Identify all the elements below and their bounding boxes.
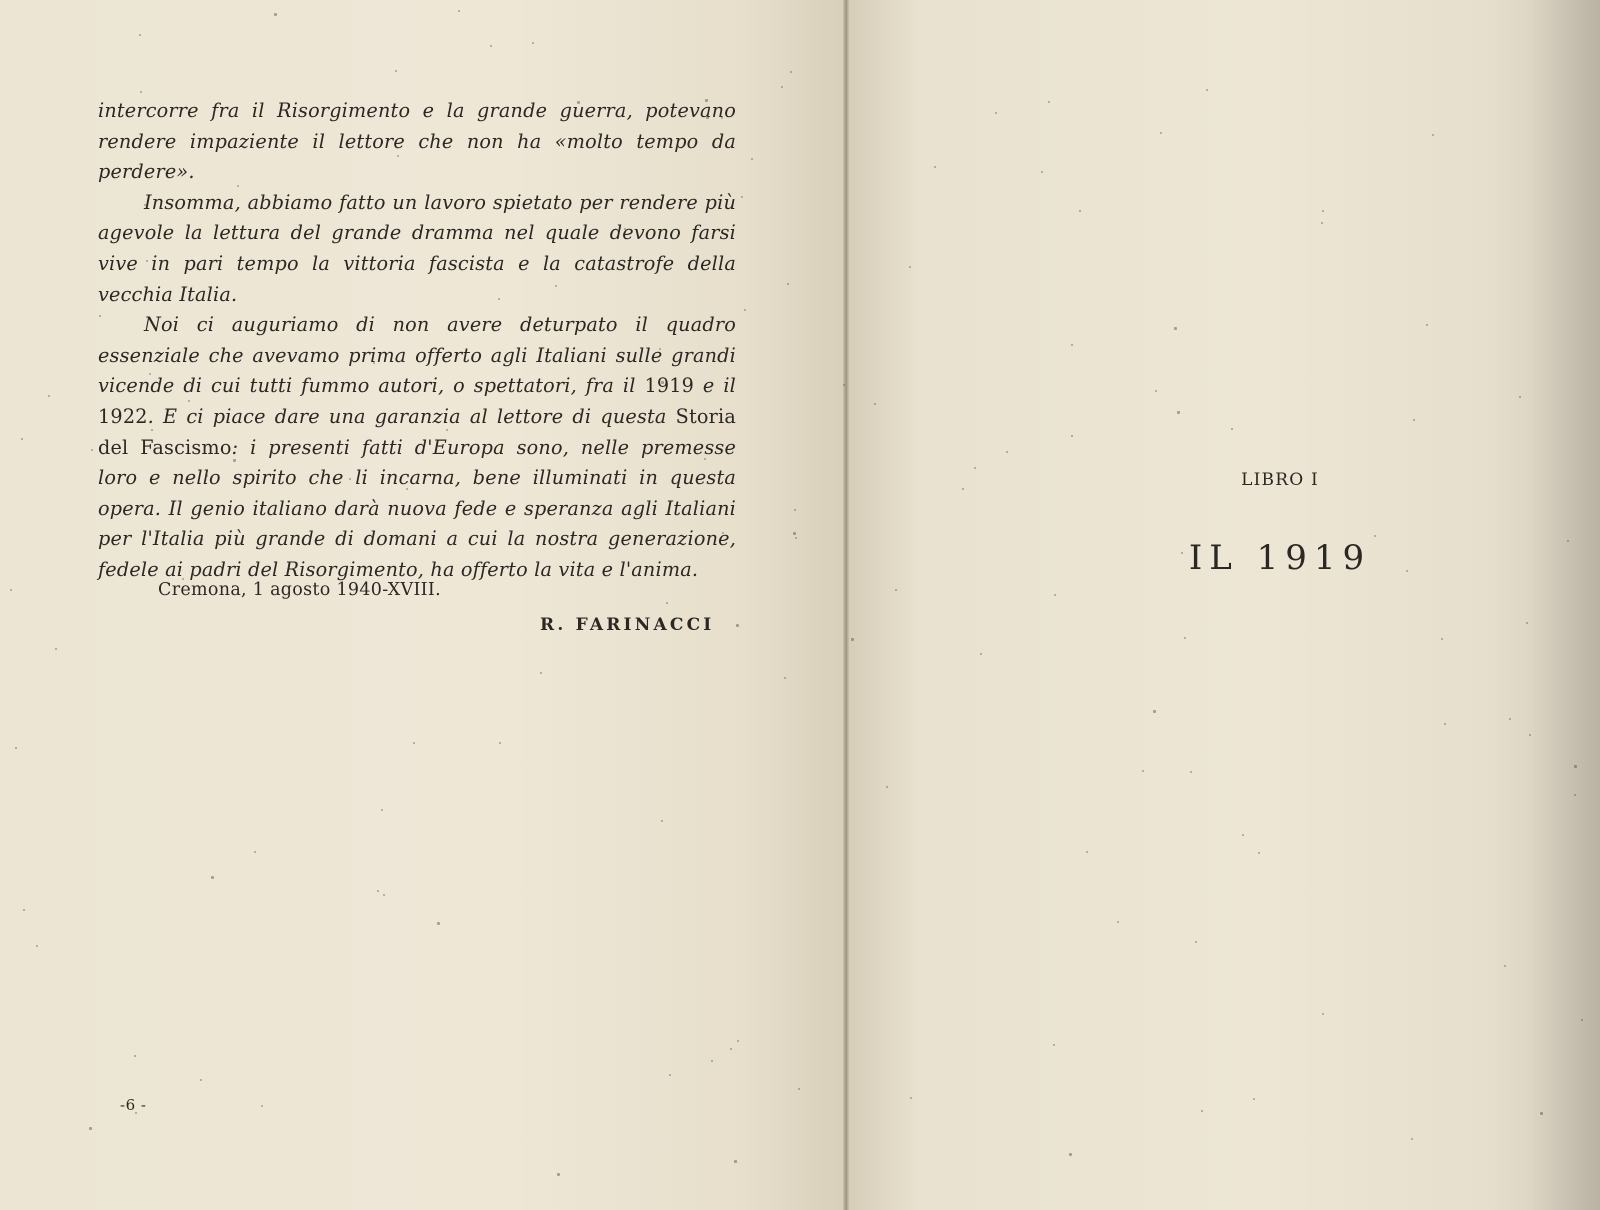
paper-speck xyxy=(233,459,236,462)
paper-speck xyxy=(1242,834,1244,836)
paper-speck xyxy=(362,474,364,476)
paper-speck xyxy=(383,894,385,896)
paper-speck xyxy=(793,532,796,535)
paragraph-text-segment: 1919 xyxy=(644,374,695,398)
paper-speck xyxy=(730,1048,732,1050)
paper-speck xyxy=(1322,210,1324,212)
preface-paragraph xyxy=(98,310,736,585)
paper-speck xyxy=(1321,222,1323,224)
paper-speck xyxy=(23,909,25,911)
paper-speck xyxy=(781,86,783,88)
paper-speck xyxy=(995,112,997,114)
paper-speck xyxy=(669,1074,671,1076)
paper-speck xyxy=(706,116,709,119)
paper-speck xyxy=(1079,210,1081,212)
paper-speck xyxy=(784,677,786,679)
paper-speck xyxy=(200,538,203,541)
dateline: Cremona, 1 agosto 1940-XVIII. xyxy=(158,580,441,600)
paper-speck xyxy=(624,228,626,230)
paper-speck xyxy=(751,158,753,160)
paper-speck xyxy=(1071,435,1073,437)
paper-speck xyxy=(140,91,142,93)
paper-speck xyxy=(1142,770,1144,772)
paper-speck xyxy=(1117,921,1119,923)
paper-speck xyxy=(1153,710,1156,713)
paper-speck xyxy=(1174,327,1177,330)
paper-speck xyxy=(705,99,708,102)
paper-speck xyxy=(91,449,93,451)
paper-speck xyxy=(1195,941,1197,943)
paper-speck xyxy=(237,185,239,187)
paper-speck xyxy=(15,747,17,749)
paper-speck xyxy=(1574,765,1577,768)
paper-speck xyxy=(736,624,739,627)
paper-speck xyxy=(1374,535,1376,537)
paper-speck xyxy=(886,786,888,788)
book-label: LIBRO I xyxy=(1241,470,1319,490)
paper-speck xyxy=(666,602,668,604)
paper-speck xyxy=(395,70,397,72)
page-edge-shadow xyxy=(1530,0,1600,1210)
paper-speck xyxy=(744,309,746,311)
paper-speck xyxy=(1526,622,1528,624)
paper-speck xyxy=(1048,101,1050,103)
paper-speck xyxy=(1206,89,1208,91)
paper-speck xyxy=(1441,638,1443,640)
paper-speck xyxy=(661,381,664,384)
paper-speck xyxy=(711,1060,713,1062)
paper-speck xyxy=(446,429,448,431)
paper-speck xyxy=(1053,1044,1055,1046)
paper-speck xyxy=(10,589,12,591)
paper-speck xyxy=(1086,851,1088,853)
paper-speck xyxy=(795,537,797,539)
paper-speck xyxy=(1041,171,1043,173)
paper-speck xyxy=(146,260,148,262)
paper-speck xyxy=(934,166,936,168)
paper-speck xyxy=(134,1055,136,1057)
paper-speck xyxy=(1071,344,1073,346)
paper-speck xyxy=(498,298,500,300)
paper-speck xyxy=(144,204,146,206)
paper-speck xyxy=(55,648,57,650)
paper-speck xyxy=(843,384,845,386)
paper-speck xyxy=(139,34,141,36)
paper-speck xyxy=(225,205,227,207)
paper-speck xyxy=(397,155,399,157)
paper-speck xyxy=(499,742,501,744)
paragraph-text-segment: : i presenti fatti d'Europa sono, nelle premesse loro e nello spirito che li incarna, bene illuminati in questa opera. Il genio italiano darà nuova fede e speranza agli Italiani per l'Italia più grande di domani a cui la nostra generazione, fedele ai padri del Risorgimento, ha offerto la vita e l'anima. xyxy=(98,435,737,581)
paper-speck xyxy=(1322,1013,1324,1015)
paper-speck xyxy=(1581,1019,1583,1021)
paper-speck xyxy=(1190,771,1192,773)
paper-speck xyxy=(437,922,440,925)
paper-speck xyxy=(1258,852,1260,854)
paper-speck xyxy=(1574,794,1576,796)
paper-speck xyxy=(413,742,415,744)
paper-speck xyxy=(721,117,723,119)
book-gutter xyxy=(843,0,849,1210)
paragraph-text-segment: Insomma, abbiamo fatto un lavoro spietato per rendere più agevole la lettura del grande dramma nel quale devono farsi vive in pari tempo la vittoria fascista e la catastrofe della vecchia Italia. xyxy=(98,190,736,306)
paper-speck xyxy=(659,348,661,350)
paper-speck xyxy=(741,196,743,198)
preface-paragraph xyxy=(98,96,736,188)
paper-speck xyxy=(490,45,492,47)
paper-speck xyxy=(406,488,408,490)
paper-speck xyxy=(1432,134,1434,136)
paper-speck xyxy=(1054,594,1056,596)
paper-speck xyxy=(1155,390,1157,392)
paragraph-text-segment: e il xyxy=(694,374,736,398)
paper-speck xyxy=(532,42,534,44)
paper-speck xyxy=(798,1088,800,1090)
author-signature: R. FARINACCI xyxy=(540,615,715,635)
paper-speck xyxy=(48,395,50,397)
preface-paragraph xyxy=(98,188,736,310)
paper-speck xyxy=(211,876,214,879)
paper-speck xyxy=(36,945,38,947)
paper-speck xyxy=(149,373,151,375)
page-number: -6 - xyxy=(120,1096,147,1114)
paper-speck xyxy=(1069,1153,1072,1156)
paper-speck xyxy=(1231,428,1233,430)
paper-speck xyxy=(980,653,982,655)
paper-speck xyxy=(1253,1098,1255,1100)
paper-speck xyxy=(200,1079,202,1081)
paper-speck xyxy=(373,362,375,364)
paper-speck xyxy=(205,474,208,477)
paper-speck xyxy=(274,13,277,16)
preface-body-text xyxy=(98,96,736,586)
paper-speck xyxy=(1184,637,1186,639)
paper-speck xyxy=(151,429,153,431)
paragraph-text-segment: Noi ci auguriamo di non avere deturpato il quadro essenziale che avevamo prima offerto agli Italiani sulle grandi vicende di cui tutti fummo autori, o spettatori, fra il xyxy=(98,313,736,398)
paper-speck xyxy=(21,438,23,440)
paper-speck xyxy=(308,508,310,510)
paper-speck xyxy=(381,809,383,811)
paragraph-text-segment: intercorre fra il Risorgimento e la grande guerra, potevano rendere impaziente il lettore che non ha «molto tempo da perdere». xyxy=(98,99,736,184)
paragraph-text-segment: Storia del Fascismo xyxy=(98,404,736,459)
right-page xyxy=(846,0,1600,1210)
paper-speck xyxy=(349,478,351,480)
paper-speck xyxy=(89,1127,92,1130)
paper-speck xyxy=(1504,965,1506,967)
paper-speck xyxy=(704,458,706,460)
paper-speck xyxy=(851,638,854,641)
paper-speck xyxy=(737,1040,739,1042)
paper-speck xyxy=(1177,411,1180,414)
paper-speck xyxy=(734,1160,737,1163)
book-title: IL 1919 xyxy=(1188,538,1372,578)
paper-speck xyxy=(182,578,184,580)
paper-speck xyxy=(254,851,256,853)
paper-speck xyxy=(1519,396,1521,398)
paper-speck xyxy=(540,672,542,674)
paragraph-text-segment: 1922 xyxy=(98,404,148,428)
paper-speck xyxy=(1411,1138,1413,1140)
paper-speck xyxy=(1413,419,1415,421)
paper-speck xyxy=(794,509,796,511)
paper-speck xyxy=(99,315,101,317)
paper-speck xyxy=(261,1105,263,1107)
paper-speck xyxy=(1006,451,1008,453)
paper-speck xyxy=(1567,540,1569,542)
paper-speck xyxy=(555,285,557,287)
paper-speck xyxy=(1509,718,1511,720)
paper-speck xyxy=(377,890,379,892)
paper-speck xyxy=(1529,734,1531,736)
paper-speck xyxy=(962,488,964,490)
paper-speck xyxy=(395,537,397,539)
paper-speck xyxy=(910,1097,912,1099)
paper-speck xyxy=(577,101,580,104)
paper-speck xyxy=(895,589,897,591)
paper-speck xyxy=(135,1112,137,1114)
paper-speck xyxy=(874,403,876,405)
paper-speck xyxy=(1181,552,1183,554)
paper-speck xyxy=(458,10,460,12)
paper-speck xyxy=(661,820,663,822)
paper-speck xyxy=(1201,1110,1203,1112)
paper-speck xyxy=(787,283,789,285)
paper-speck xyxy=(1540,1112,1543,1115)
paper-speck xyxy=(1160,132,1162,134)
paper-speck xyxy=(974,467,976,469)
paper-speck xyxy=(790,71,792,73)
paper-speck xyxy=(188,400,190,402)
paper-speck xyxy=(557,1173,560,1176)
paper-speck xyxy=(909,266,911,268)
paper-speck xyxy=(1426,324,1428,326)
paragraph-text-segment: . E ci piace dare una garanzia al lettore di questa xyxy=(147,404,676,428)
paper-speck xyxy=(722,532,724,534)
paper-speck xyxy=(1444,723,1446,725)
paper-speck xyxy=(1406,570,1408,572)
